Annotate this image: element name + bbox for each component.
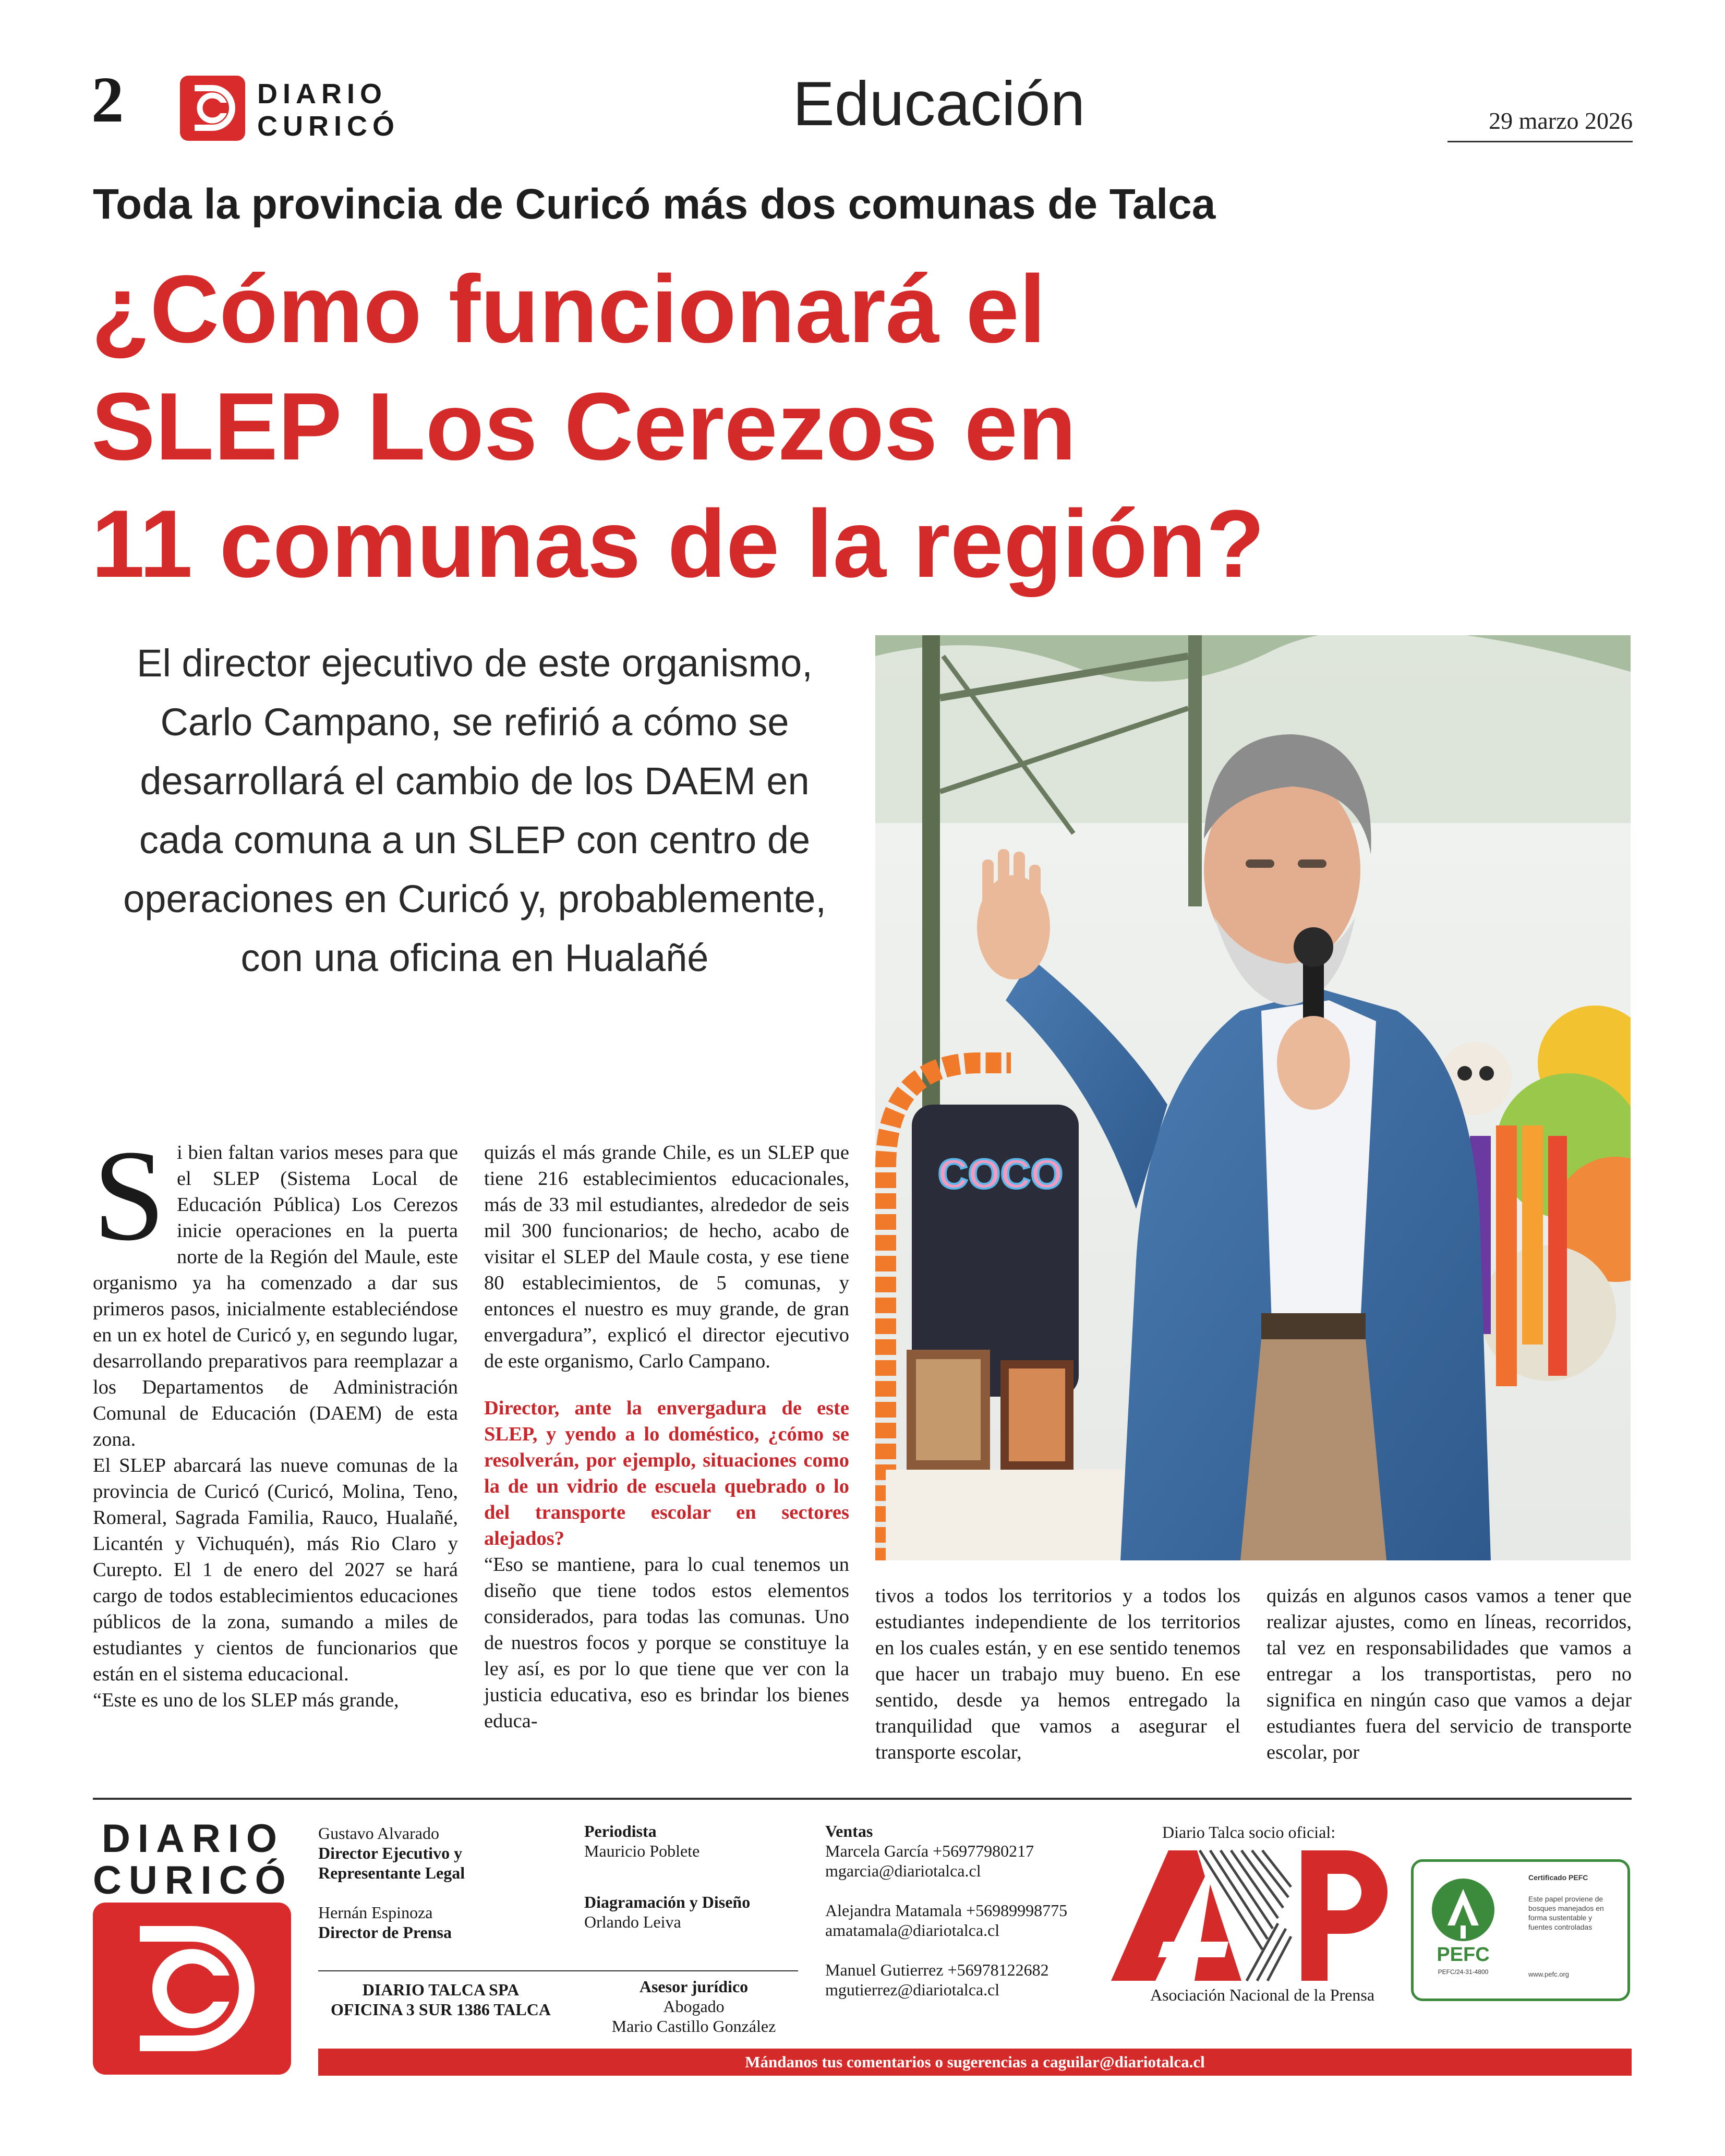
paragraph: quizás el más grande Chile, es un SLEP que tiene 216 establecimientos educacionales, más de 33 mil estudiantes, alrededor de seis mil 300 funcionarios; de hecho, acabo de visitar el SLEP del Maule costa, y ese tiene 80 establecimientos, de 5 comunas, y entonces el nuestro es muy grande, de gran envergadura”, explicó el director ejecutivo de este organismo, Carlo Campano. (484, 1142, 849, 1372)
article-photo (875, 635, 1631, 1560)
footer-curico-c-icon (93, 1903, 291, 2075)
coco-banner-text: COCO (938, 1150, 1063, 1197)
staff-role: Director de Prensa (318, 1923, 452, 1942)
socio-label: Diario Talca socio oficial: (1162, 1823, 1336, 1842)
asesor-name: Mario Castillo González (611, 2017, 776, 2036)
paragraph: “Este es uno de los SLEP más grande, (93, 1689, 399, 1711)
staff-role: Director Ejecutivo y Representante Legal (318, 1844, 465, 1882)
contact-name: Marcela García +56977980217 (825, 1842, 1034, 1860)
pefc-tree-icon (1424, 1873, 1502, 1983)
paragraph: “Eso se mantiene, para lo cual tenemos un diseño que tiene todos estos elementos considerados, para todas las comunas. Uno de nuestros focos y porque se constituye la ley así, es por lo que tiene que ver con la justicia educativa, eso es brindar los bienes educa- (484, 1554, 849, 1732)
paragraph: tivos a todos los territorios y a todos los estudiantes independiente de los territorios en los cuales están, y en ese sentido tenemos que hacer un trabajo muy bueno. En ese sentido, desde ya hemos entregado la tranquilidad que vamos a asegurar el transporte escolar, (875, 1585, 1240, 1763)
company-block (318, 1980, 563, 2019)
footer-divider (318, 1970, 798, 1971)
contact-name: Alejandra Matamala +56989998775 (825, 1901, 1068, 1920)
curico-c-icon (180, 76, 245, 141)
pefc-code: PEFC/24-31-4800 (1438, 1968, 1489, 1976)
footer-logo-mark-icon (93, 1903, 291, 2075)
article-column-1 (93, 1123, 458, 1713)
pefc-certificate (1411, 1859, 1630, 2001)
paragraph: i bien faltan varios meses para que el SLEP (Sistema Local de Educación Pública) Los Cerezos inicie operaciones en la puerta norte de la Región del Maule, este organismo ya ha comenzado a dar sus primeros pasos, inicialmente estableciéndose en un ex hotel de Curicó y, en segundo lugar, desarrollando preparativos para reemplazar a los Departamentos de Administración Comunal de Educación (DAEM) de esta zona. (93, 1142, 458, 1450)
pefc-logo-text: PEFC (1437, 1944, 1490, 1966)
section-title: Educación (792, 69, 1085, 139)
staff-name: Gustavo Alvarado (318, 1824, 439, 1843)
logo-line-1: DIARIO (257, 78, 387, 110)
article-column-4 (1266, 1583, 1632, 1765)
issue-date: 29 marzo 2026 (1489, 107, 1633, 134)
footer-logo-line-2: CURICÓ (93, 1858, 293, 1903)
pefc-description: Este papel proviene de bosques manejados en forma sustentable y fuentes controladas (1528, 1895, 1604, 1931)
contact-email[interactable]: amatamala@diariotalca.cl (825, 1921, 1000, 1940)
headline-line: SLEP Los Cerezos en (91, 372, 1077, 480)
paragraph: quizás en algunos casos vamos a tener que realizar ajustes, como en líneas, recorridos, tal vez en responsabilidades que vamos a entregar a los transportistas, pero no significa en ningún caso que vamos a dejar estudiantes fuera del servicio de transporte escolar, por (1266, 1585, 1632, 1763)
drop-cap: S (93, 1123, 166, 1268)
logo-mark-icon (180, 76, 245, 141)
contact-email[interactable]: mgarcia@diariotalca.cl (825, 1861, 981, 1880)
staff-block (318, 1823, 490, 1942)
article-column-2 (484, 1140, 849, 1734)
feedback-bar[interactable]: Mándanos tus comentarios o sugerencias a caguilar@diariotalca.cl (318, 2049, 1632, 2076)
diagramacion-name: Orlando Leiva (584, 1912, 681, 1931)
ventas-contact (825, 1841, 1117, 1881)
ventas-contact (825, 1900, 1117, 1940)
editorial-block (584, 1821, 803, 1932)
page-number: 2 (91, 64, 124, 136)
anp-name: Asociación Nacional de la Prensa (1150, 1985, 1375, 2004)
staff-name: Hernán Espinoza (318, 1903, 433, 1922)
article-kicker: Toda la provincia de Curicó más dos comunas de Talca (93, 180, 1216, 228)
periodista-name: Mauricio Poblete (584, 1842, 700, 1860)
ventas-block (825, 1821, 1117, 2000)
footer-rule (93, 1798, 1632, 1800)
footer-logo-line-1: DIARIO (102, 1816, 284, 1861)
ventas-label: Ventas (825, 1822, 873, 1840)
asesor-block (584, 1977, 803, 2036)
article-deck: El director ejecutivo de este organismo, Carlo Campano, se refirió a cómo se desarrollará el cambio de los DAEM en cada comuna a un SLEP con centro de operaciones en Curicó y, probablemente, con una oficina en Hualañé (123, 641, 826, 979)
contact-email[interactable]: mgutierrez@diariotalca.cl (825, 1980, 1000, 1999)
date-underline (1447, 141, 1633, 142)
asesor-label: Asesor jurídico (639, 1977, 749, 1996)
asesor-title: Abogado (663, 1997, 725, 2016)
header-logo[interactable] (180, 76, 420, 142)
company-address: OFICINA 3 SUR 1386 TALCA (331, 2000, 551, 2019)
paragraph: El SLEP abarcará las nueve comunas de la provincia de Curicó (Curicó, Molina, Teno, Romeral, Sagrada Familia, Rauco, Hualañé, Licantén y Vichuquén), más Rio Claro y Curepto. El 1 de enero del 2027 se hará cargo de todos establecimientos educaciones públicos de la zona, sumando a miles de estudiantes y cientos de funcionarios que están en el sistema educacional. (93, 1455, 458, 1685)
periodista-label: Periodista (584, 1822, 657, 1840)
contact-name: Manuel Gutierrez +56978122682 (825, 1960, 1049, 1979)
anp-logo[interactable] (1106, 1845, 1398, 1986)
diagramacion-label: Diagramación y Diseño (584, 1893, 751, 1911)
pefc-website: www.pefc.org (1528, 1970, 1570, 1978)
article-headline (91, 250, 1604, 602)
ventas-contact (825, 1960, 1117, 2000)
headline-line: ¿Cómo funcionará el (91, 255, 1046, 362)
logo-line-2: CURICÓ (257, 111, 400, 142)
company-name: DIARIO TALCA SPA (362, 1980, 520, 1999)
anp-logo-icon (1106, 1845, 1398, 1986)
interview-question: Director, ante la envergadura de este SLEP, y yendo a lo doméstico, ¿cómo se resolverán, por ejemplo, situaciones como la de un vidrio de escuela quebrado o lo del transporte escolar en sectores alejados? (484, 1397, 849, 1549)
pefc-cert-label: Certificado PEFC (1528, 1873, 1588, 1882)
speaker-photo-illustration (875, 635, 1631, 1560)
article-column-3 (875, 1583, 1240, 1765)
pefc-emblem (1424, 1873, 1502, 1983)
headline-line: 11 comunas de la región? (91, 490, 1265, 597)
